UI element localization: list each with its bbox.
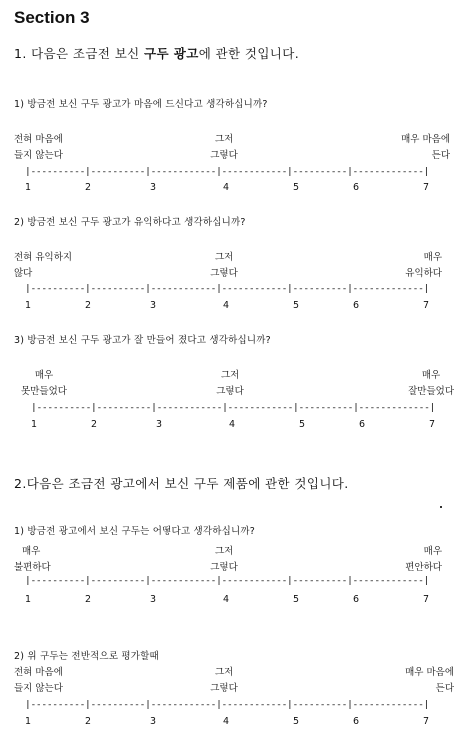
scale-right-label: 매우 유익하다 [405,252,442,279]
page-title: Section 3 [14,8,90,27]
scale-right-label: 매우 마음에 든다 [401,134,450,161]
rating-option-1[interactable]: 1 [24,300,32,311]
rating-option-5[interactable]: 5 [292,716,300,727]
section-heading-2 [14,474,349,492]
rating-option-7[interactable]: 7 [428,419,436,430]
rating-scale-line: |----------|----------|------------|------------|----------|-------------| [25,284,429,294]
rating-option-2[interactable]: 2 [84,182,92,193]
section-heading-1 [14,44,299,62]
rating-option-4[interactable]: 4 [222,594,230,605]
rating-option-7[interactable]: 7 [422,300,430,311]
rating-option-2[interactable]: 2 [90,419,98,430]
rating-option-4[interactable]: 4 [222,300,230,311]
question-text: 2) 위 구두는 전반적으로 평가할때 [14,651,159,662]
scan-speck [440,506,442,508]
section-emphasis: 구두 광고 [144,46,199,61]
rating-option-4[interactable]: 4 [222,716,230,727]
question-text: 1) 방금전 광고에서 보신 구두는 어떻다고 생각하십니까? [14,526,256,537]
rating-option-7[interactable]: 7 [422,716,430,727]
rating-option-3[interactable]: 3 [155,419,163,430]
rating-option-7[interactable]: 7 [422,182,430,193]
rating-option-6[interactable]: 6 [352,182,360,193]
rating-option-6[interactable]: 6 [352,300,360,311]
section-text-end: 에 관한 것입니다. [198,46,300,61]
question-text: 3) 방금전 보신 구두 광고가 잘 만들어 졌다고 생각하십니까? [14,335,271,346]
rating-option-5[interactable]: 5 [298,419,306,430]
rating-option-1[interactable]: 1 [24,594,32,605]
scale-left-label: 매우 불편하다 [14,546,51,573]
rating-option-6[interactable]: 6 [358,419,366,430]
scale-right-label: 매우 편안하다 [405,546,442,573]
scale-left-label: 매우 못만들었다 [21,370,67,397]
rating-option-4[interactable]: 4 [222,182,230,193]
rating-option-2[interactable]: 2 [84,716,92,727]
section-number: 1. [14,46,27,61]
scale-right-label: 매우 마음에 든다 [405,667,454,694]
scale-left-label: 전혀 유익하지 않다 [14,252,73,279]
scale-middle-label: 그저 그렇다 [210,252,238,279]
question-text: 2) 방금전 보신 구두 광고가 유익하다고 생각하십니까? [14,217,246,228]
rating-option-6[interactable]: 6 [352,716,360,727]
scale-left-label: 전혀 마음에 들지 않는다 [14,134,63,161]
rating-option-4[interactable]: 4 [228,419,236,430]
rating-option-1[interactable]: 1 [24,182,32,193]
section-text: 다음은 조금전 보신 [31,46,145,61]
rating-option-2[interactable]: 2 [84,300,92,311]
rating-scale-line: |----------|----------|------------|------------|----------|-------------| [25,576,429,586]
rating-option-5[interactable]: 5 [292,182,300,193]
scale-middle-label: 그저 그렇다 [210,546,238,573]
rating-option-3[interactable]: 3 [149,300,157,311]
rating-option-3[interactable]: 3 [149,716,157,727]
rating-scale-line: |----------|----------|------------|------------|----------|-------------| [25,700,429,710]
rating-option-5[interactable]: 5 [292,594,300,605]
scale-left-label: 전혀 마음에 들지 않는다 [14,667,63,694]
rating-scale-line: |----------|----------|------------|------------|----------|-------------| [31,403,435,413]
rating-option-1[interactable]: 1 [24,716,32,727]
rating-option-1[interactable]: 1 [30,419,38,430]
rating-option-3[interactable]: 3 [149,182,157,193]
question-text: 1) 방금전 보신 구두 광고가 마음에 드신다고 생각하십니까? [14,99,268,110]
rating-option-2[interactable]: 2 [84,594,92,605]
rating-scale-line: |----------|----------|------------|------------|----------|-------------| [25,167,429,177]
scale-middle-label: 그저 그렇다 [210,134,238,161]
scale-middle-label: 그저 그렇다 [216,370,244,397]
section-text: 다음은 조금전 광고에서 보신 구두 제품에 관한 것입니다. [26,476,349,491]
rating-option-3[interactable]: 3 [149,594,157,605]
section-number: 2. [14,476,27,491]
scale-right-label: 매우 잘만들었다 [408,370,454,397]
scale-middle-label: 그저 그렇다 [210,667,238,694]
rating-option-5[interactable]: 5 [292,300,300,311]
rating-option-6[interactable]: 6 [352,594,360,605]
rating-option-7[interactable]: 7 [422,594,430,605]
